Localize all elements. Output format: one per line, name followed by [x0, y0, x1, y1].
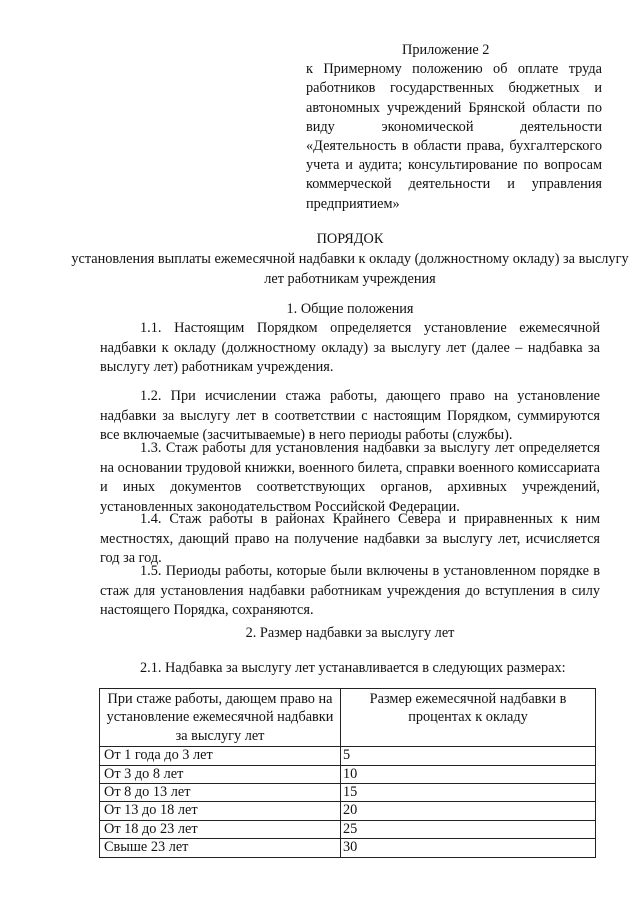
section-1-title: 1. Общие положения [286, 301, 414, 317]
period-cell: От 1 года до 3 лет [100, 747, 341, 765]
table-row [100, 784, 596, 802]
percent-cell: 5 [341, 747, 596, 765]
paragraph-1-1: 1.1. Настоящим Порядком определяется установление ежемесячной надбавки к окладу (должностному окладу) за выслугу лет (далее – надбавка за выслугу лет) работникам учреждения. [100, 320, 600, 376]
percent-cell: 15 [341, 784, 596, 802]
paragraph-2-1: 2.1. Надбавка за выслугу лет устанавливается в следующих размерах: [140, 660, 566, 676]
header-percent: Размер ежемесячной надбавки в процентах к окладу [341, 689, 596, 747]
seniority-table [99, 688, 596, 858]
paragraph-1-3: 1.3. Стаж работы для установления надбавки за выслугу лет определяется на основании трудовой книжки, военного билета, справки военного комиссариата и иных документов соответствующих органов, архивных учреждений, установленных законодательством Российской Федерации. [100, 440, 600, 515]
paragraph-1-5: 1.5. Периоды работы, которые были включены в установленном порядке в стаж для установления надбавки работникам учреждения до вступления в силу настоящего Порядка, сохраняются. [100, 563, 600, 619]
section-2-title: 2. Размер надбавки за выслугу лет [245, 625, 455, 641]
period-cell: От 13 до 18 лет [100, 802, 341, 820]
table-row [100, 820, 596, 838]
percent-cell: 20 [341, 802, 596, 820]
appendix-block [306, 41, 602, 214]
header-period: При стаже работы, дающем право на установление ежемесячной надбавки за выслугу лет [100, 689, 341, 747]
table-row [100, 747, 596, 765]
percent-cell: 30 [341, 839, 596, 857]
paragraph-1-2: 1.2. При исчислении стажа работы, дающего право на установление надбавки за выслугу лет в соответствии с настоящим Порядком, суммируются все включаемые (засчитываемые) в него периоды работы (службы). [100, 388, 600, 444]
appendix-title: Приложение 2 [402, 42, 490, 58]
percent-cell: 25 [341, 820, 596, 838]
table-row [100, 802, 596, 820]
period-cell: От 18 до 23 лет [100, 820, 341, 838]
paragraph-1-4: 1.4. Стаж работы в районах Крайнего Севера и приравненных к ним местностях, дающий право на получение надбавки за выслугу лет, исчисляется год за год. [100, 511, 600, 567]
document-subheading: установления выплаты ежемесячной надбавки к окладу (должностному окладу) за выслугу лет работникам учреждения [71, 251, 629, 287]
appendix-text: к Примерному положению об оплате труда работников государственных бюджетных и автономных учреждений Брянской области по виду экономической деятельности «Деятельность в области права, бухгалтерского учета и аудита; консультирование по вопросам коммерческой деятельности и управления предприятием» [306, 61, 602, 212]
period-cell: От 8 до 13 лет [100, 784, 341, 802]
table-header-row [100, 689, 596, 747]
period-cell: Свыше 23 лет [100, 839, 341, 857]
document-heading: ПОРЯДОК [316, 231, 384, 247]
table-row [100, 765, 596, 783]
percent-cell: 10 [341, 765, 596, 783]
table-row [100, 839, 596, 857]
period-cell: От 3 до 8 лет [100, 765, 341, 783]
